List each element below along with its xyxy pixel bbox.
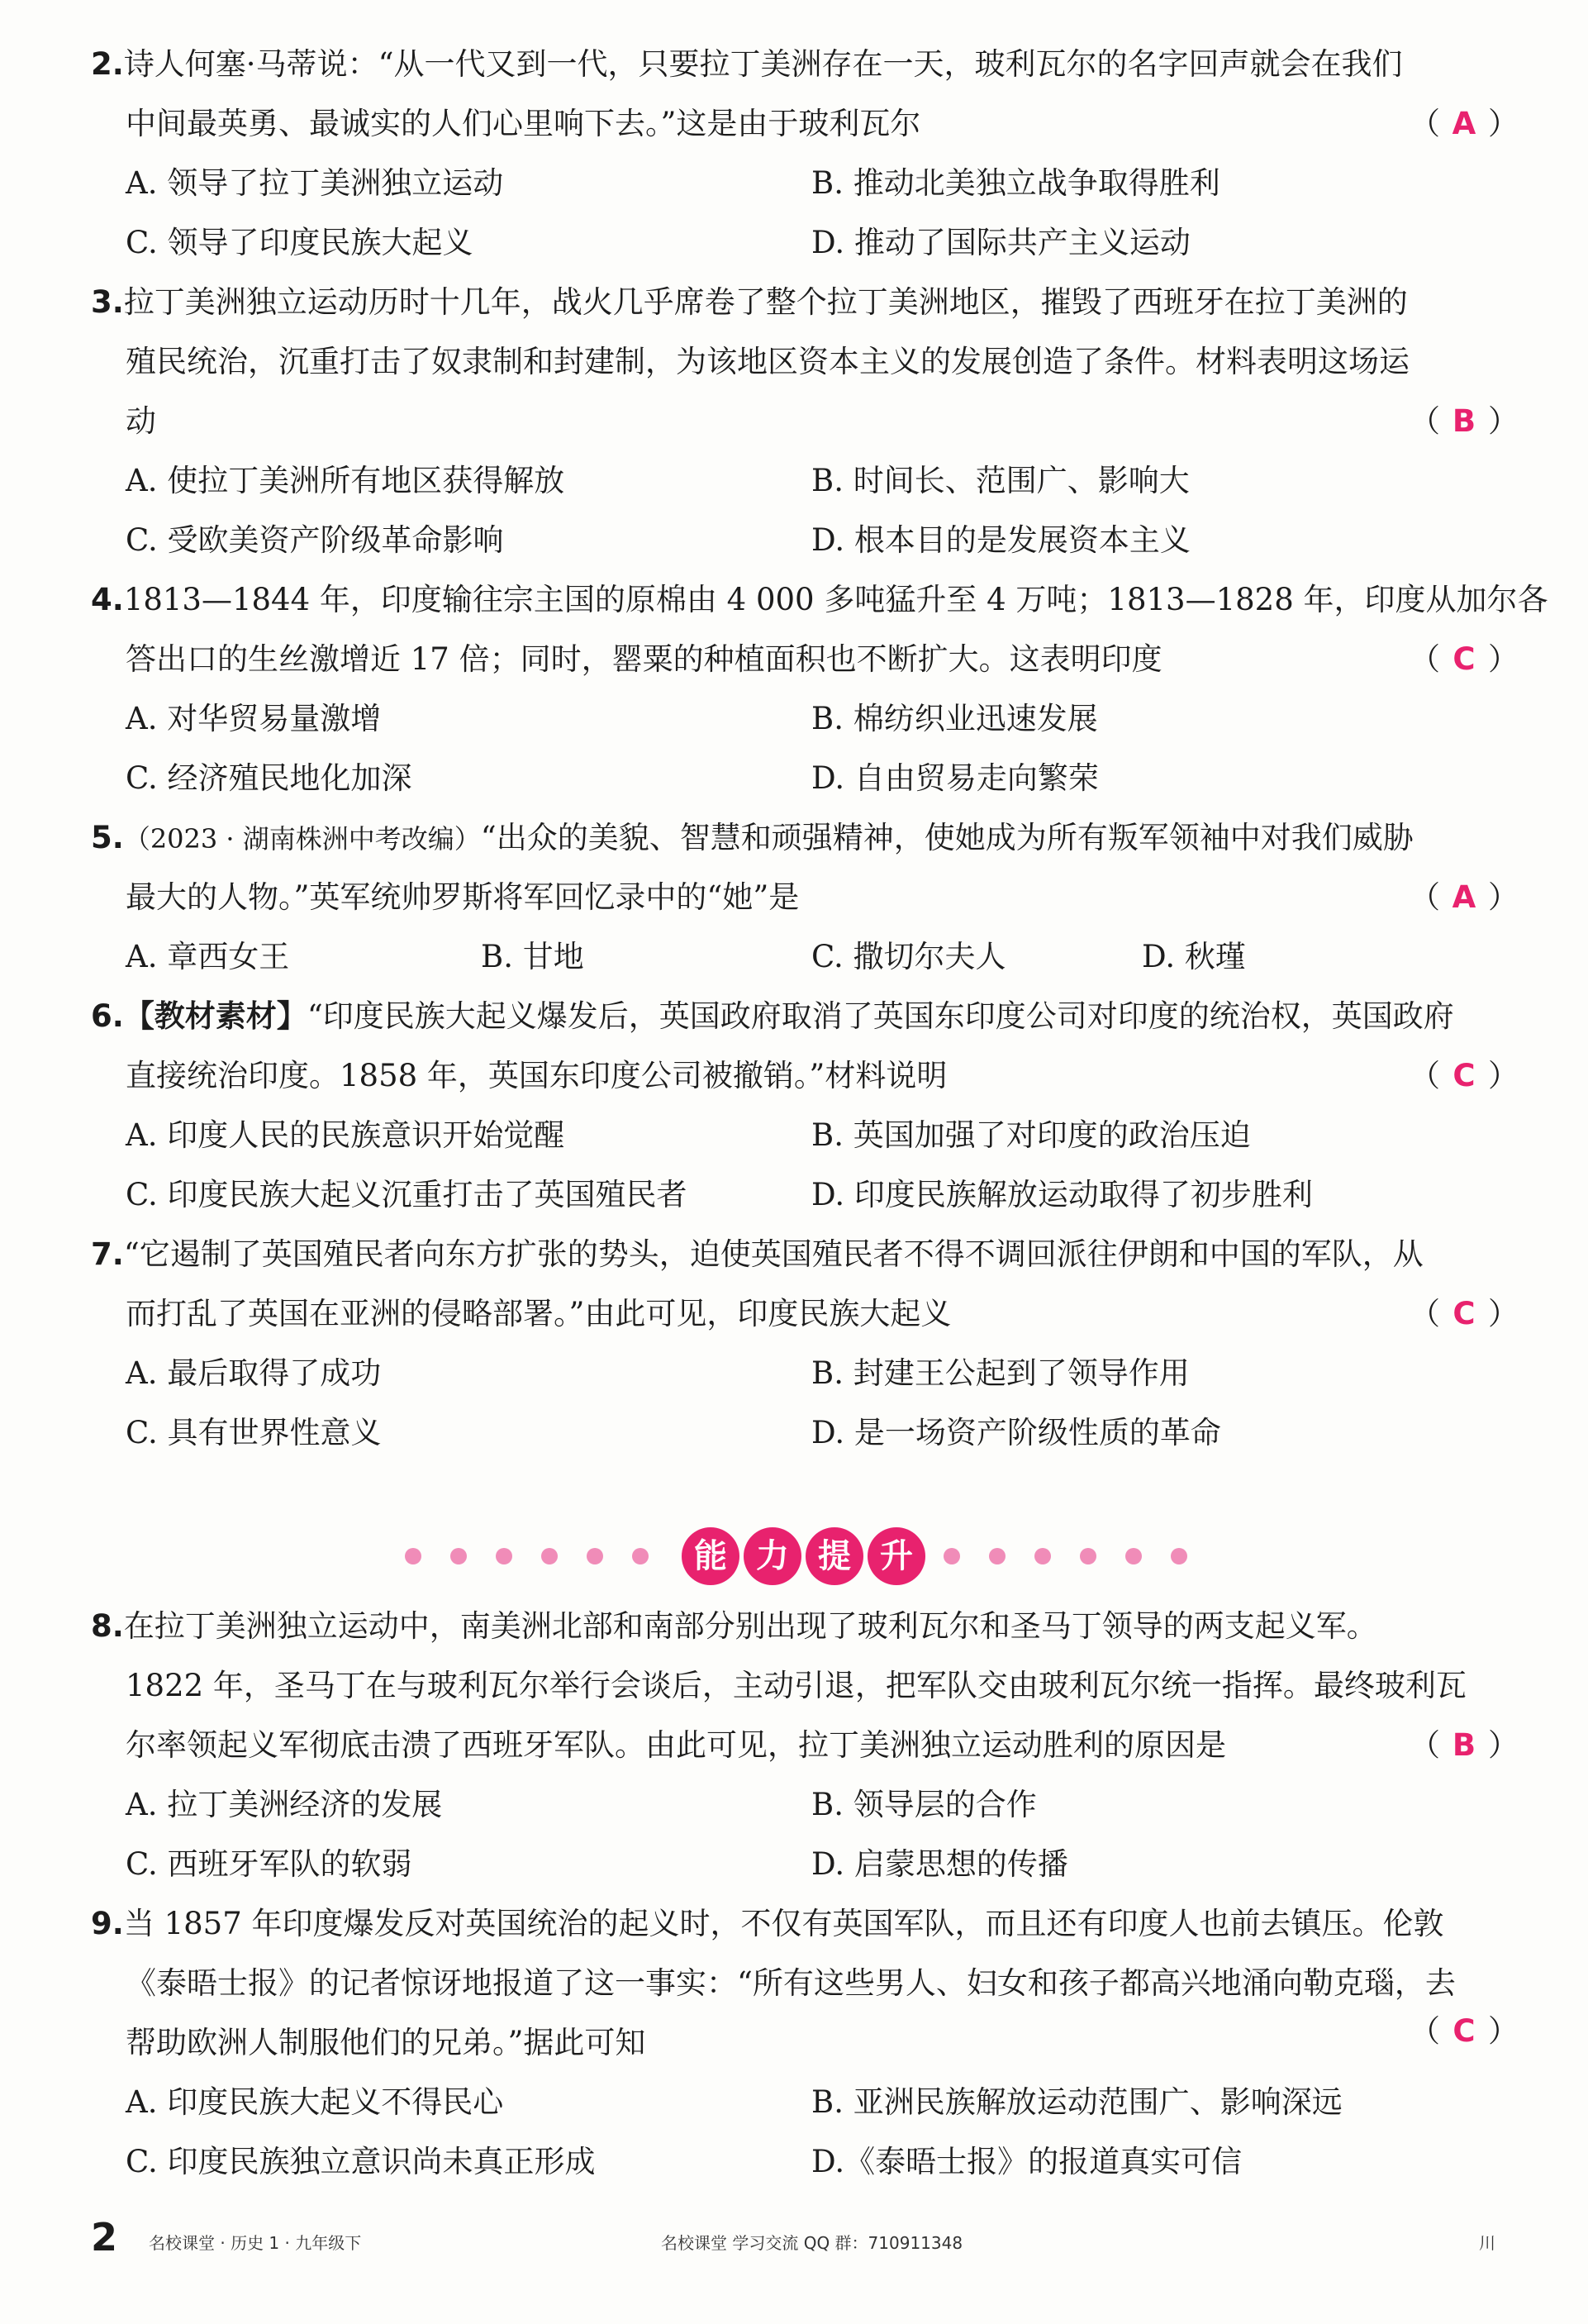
option-d: D.《泰晤士报》的报道真实可信 bbox=[811, 2144, 1243, 2179]
question-number: 7. bbox=[91, 1236, 124, 1272]
option-b: B. 推动北美独立战争取得胜利 bbox=[811, 165, 1220, 201]
qq-group: 名校课堂 学习交流 QQ 群：710911348 bbox=[661, 2233, 963, 2253]
question-4 bbox=[91, 579, 1548, 621]
decor-dot bbox=[1034, 1548, 1051, 1564]
option-c: C. 西班牙军队的软弱 bbox=[126, 1846, 412, 1882]
option-d: D. 是一场资产阶级性质的革命 bbox=[811, 1415, 1221, 1450]
question-text: 尔率领起义军彻底击溃了西班牙军队。由此可见，拉丁美洲独立运动胜利的原因是 bbox=[126, 1727, 1226, 1763]
question-number: 8. bbox=[91, 1608, 124, 1644]
question-number: 5. bbox=[91, 820, 124, 855]
answer-letter: B bbox=[1452, 403, 1476, 439]
option-a: A. 领导了拉丁美洲独立运动 bbox=[126, 165, 504, 201]
question-number: 4. bbox=[91, 582, 124, 617]
decor-dot bbox=[632, 1548, 649, 1564]
answer-box: （ C ） bbox=[1410, 1055, 1509, 1098]
answer-box: （ B ） bbox=[1410, 1724, 1509, 1767]
question-8 bbox=[91, 1605, 1377, 1648]
question-text: 中间最英勇、最诚实的人们心里响下去。”这是由于玻利瓦尔 bbox=[126, 106, 921, 141]
question-9 bbox=[91, 1903, 1444, 1945]
option-d: D. 印度民族解放运动取得了初步胜利 bbox=[811, 1177, 1313, 1212]
question-text: 直接统治印度。1858 年，英国东印度公司被撤销。”材料说明 bbox=[126, 1058, 948, 1093]
question-number: 6. bbox=[91, 998, 124, 1034]
option-c: C. 受欧美资产阶级革命影响 bbox=[126, 522, 504, 558]
question-text: 当 1857 年印度爆发反对英国统治的起义时，不仅有英国军队，而且还有印度人也前去镇压。伦敦 bbox=[123, 1906, 1444, 1941]
question-2 bbox=[91, 43, 1403, 86]
option-b: B. 棉纺织业迅速发展 bbox=[811, 701, 1098, 736]
option-b: B. 领导层的合作 bbox=[811, 1787, 1037, 1822]
page-number: 2 bbox=[91, 2215, 118, 2260]
option-a: A. 使拉丁美洲所有地区获得解放 bbox=[126, 463, 565, 498]
question-6 bbox=[91, 995, 1454, 1038]
question-number: 2. bbox=[91, 46, 124, 82]
question-text: 1813—1844 年，印度输往宗主国的原棉由 4 000 多吨猛升至 4 万吨；1813—1828 年，印度从加尔各 bbox=[123, 582, 1548, 617]
question-3 bbox=[91, 281, 1408, 324]
question-text: 拉丁美洲独立运动历时十几年，战火几乎席卷了整个拉丁美洲地区，摧毁了西班牙在拉丁美洲的 bbox=[123, 284, 1408, 320]
material-tag: 【教材素材】 bbox=[123, 998, 307, 1034]
answer-letter: A bbox=[1452, 106, 1476, 141]
section-char: 能 bbox=[682, 1527, 739, 1585]
option-d: D. 秋瑾 bbox=[1142, 939, 1246, 974]
answer-letter: C bbox=[1452, 641, 1476, 677]
option-c: C. 领导了印度民族大起义 bbox=[126, 225, 473, 260]
answer-letter: C bbox=[1452, 2013, 1476, 2049]
answer-letter: C bbox=[1452, 1058, 1476, 1093]
option-d: D. 自由贸易走向繁荣 bbox=[811, 760, 1099, 796]
question-text: 《泰晤士报》的记者惊讶地报道了这一事实：“所有这些男人、妇女和孩子都高兴地涌向勒克瑙，去 bbox=[126, 1965, 1456, 2001]
decor-dot bbox=[944, 1548, 960, 1564]
option-a: A. 印度人民的民族意识开始觉醒 bbox=[126, 1117, 565, 1153]
page-footer bbox=[0, 2215, 1588, 2264]
question-text: 诗人何塞·马蒂说：“从一代又到一代，只要拉丁美洲存在一天，玻利瓦尔的名字回声就会在我们 bbox=[123, 46, 1403, 82]
answer-box: （ C ） bbox=[1410, 638, 1509, 681]
answer-box: （ C ） bbox=[1410, 2010, 1509, 2053]
question-text: “它遏制了英国殖民者向东方扩张的势头，迫使英国殖民者不得不调回派往伊朗和中国的军队，从 bbox=[123, 1236, 1424, 1272]
question-text: 动 bbox=[126, 403, 156, 439]
section-header-ability bbox=[388, 1512, 1206, 1595]
option-a: A. 印度民族大起义不得民心 bbox=[126, 2084, 504, 2120]
section-char: 升 bbox=[868, 1527, 925, 1585]
question-text: 1822 年，圣马丁在与玻利瓦尔举行会谈后，主动引退，把军队交由玻利瓦尔统一指挥。最终玻利瓦 bbox=[126, 1668, 1467, 1703]
question-7 bbox=[91, 1233, 1424, 1276]
section-char: 提 bbox=[806, 1527, 863, 1585]
question-text: 答出口的生丝激增近 17 倍；同时，罂粟的种植面积也不断扩大。这表明印度 bbox=[126, 641, 1162, 677]
option-b: B. 时间长、范围广、影响大 bbox=[811, 463, 1190, 498]
option-c: C. 经济殖民地化加深 bbox=[126, 760, 412, 796]
question-text: 在拉丁美洲独立运动中，南美洲北部和南部分别出现了玻利瓦尔和圣马丁领导的两支起义军。 bbox=[123, 1608, 1377, 1644]
option-a: A. 章西女王 bbox=[126, 939, 290, 974]
answer-box: （ C ） bbox=[1410, 1293, 1509, 1336]
question-text: 而打乱了英国在亚洲的侵略部署。”由此可见，印度民族大起义 bbox=[126, 1296, 952, 1331]
option-b: B. 英国加强了对印度的政治压迫 bbox=[811, 1117, 1251, 1153]
question-text: 最大的人物。”英军统帅罗斯将军回忆录中的“她”是 bbox=[126, 879, 800, 915]
option-d: D. 根本目的是发展资本主义 bbox=[811, 522, 1191, 558]
answer-letter: B bbox=[1452, 1727, 1476, 1763]
option-b: B. 甘地 bbox=[481, 939, 584, 974]
question-number: 9. bbox=[91, 1906, 124, 1941]
option-c: C. 印度民族大起义沉重打击了英国殖民者 bbox=[126, 1177, 687, 1212]
question-text: “印度民族大起义爆发后，英国政府取消了英国东印度公司对印度的统治权，英国政府 bbox=[307, 998, 1454, 1034]
question-5 bbox=[91, 817, 1414, 860]
decor-dot bbox=[587, 1548, 603, 1564]
option-c: C. 具有世界性意义 bbox=[126, 1415, 382, 1450]
region-code: 川 bbox=[1479, 2233, 1495, 2253]
answer-box: （ B ） bbox=[1410, 400, 1509, 443]
decor-dot bbox=[989, 1548, 1006, 1564]
decor-dot bbox=[496, 1548, 512, 1564]
option-d: D. 推动了国际共产主义运动 bbox=[811, 225, 1191, 260]
question-text: “出众的美貌、智慧和顽强精神，使她成为所有叛军领袖中对我们威胁 bbox=[480, 820, 1414, 855]
decor-dot bbox=[405, 1548, 421, 1564]
answer-box: （ A ） bbox=[1410, 876, 1509, 919]
option-d: D. 启蒙思想的传播 bbox=[811, 1846, 1068, 1882]
option-a: A. 最后取得了成功 bbox=[126, 1355, 382, 1391]
question-number: 3. bbox=[91, 284, 124, 320]
option-b: B. 亚洲民族解放运动范围广、影响深远 bbox=[811, 2084, 1343, 2120]
decor-dot bbox=[1125, 1548, 1142, 1564]
question-text: 帮助欧洲人制服他们的兄弟。”据此可知 bbox=[126, 2025, 646, 2060]
decor-dot bbox=[450, 1548, 467, 1564]
decor-dot bbox=[541, 1548, 558, 1564]
option-b: B. 封建王公起到了领导作用 bbox=[811, 1355, 1190, 1391]
option-a: A. 拉丁美洲经济的发展 bbox=[126, 1787, 443, 1822]
decor-dot bbox=[1080, 1548, 1096, 1564]
option-c: C. 撒切尔夫人 bbox=[811, 939, 1006, 974]
question-source: （2023 · 湖南株洲中考改编） bbox=[123, 823, 481, 855]
answer-letter: A bbox=[1452, 879, 1476, 915]
book-title: 名校课堂 · 历史 1 · 九年级下 bbox=[149, 2233, 362, 2253]
answer-letter: C bbox=[1452, 1296, 1476, 1331]
option-a: A. 对华贸易量激增 bbox=[126, 701, 382, 736]
section-char: 力 bbox=[744, 1527, 801, 1585]
decor-dot bbox=[1171, 1548, 1187, 1564]
option-c: C. 印度民族独立意识尚未真正形成 bbox=[126, 2144, 596, 2179]
question-text: 殖民统治，沉重打击了奴隶制和封建制，为该地区资本主义的发展创造了条件。材料表明这场运 bbox=[126, 344, 1410, 379]
answer-box: （ A ） bbox=[1410, 102, 1509, 145]
